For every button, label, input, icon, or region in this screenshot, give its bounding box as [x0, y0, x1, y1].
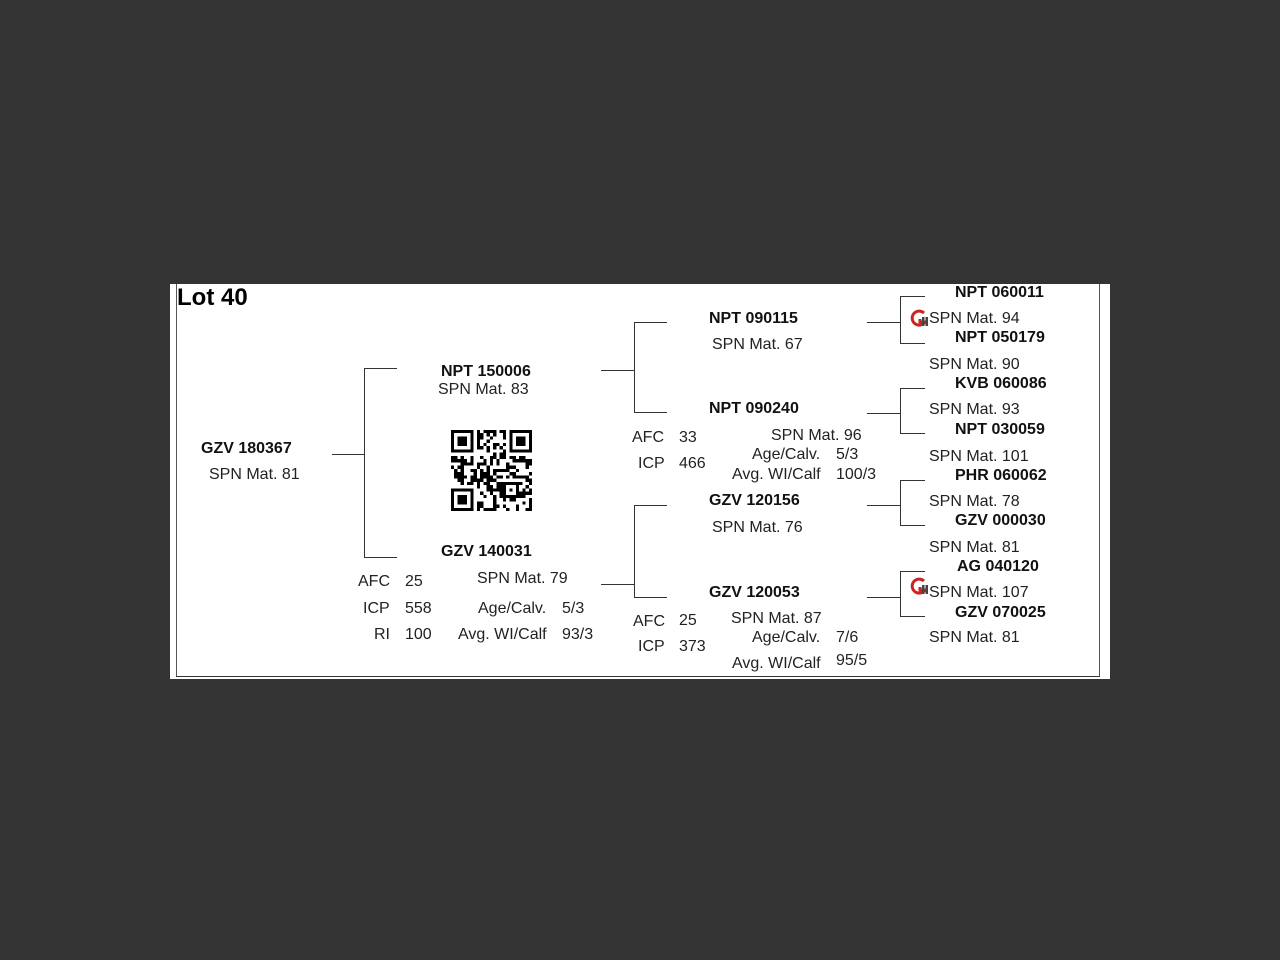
- gen3-spn: SPN Mat. 101: [929, 448, 1029, 465]
- gen3-spn: SPN Mat. 107: [929, 584, 1029, 601]
- gen3-spn: SPN Mat. 94: [929, 310, 1020, 327]
- dam-id: GZV 140031: [441, 543, 532, 560]
- gen3-spn: SPN Mat. 90: [929, 356, 1020, 373]
- gen3-spn: SPN Mat. 81: [929, 629, 1020, 646]
- gen3-spn: SPN Mat. 78: [929, 493, 1020, 510]
- gen2-dd-agecalv-label: Age/Calv.: [752, 629, 821, 646]
- sire-spn: SPN Mat. 83: [438, 381, 529, 398]
- connector: [900, 616, 925, 617]
- dam-agecalv: 5/3: [562, 600, 585, 617]
- dam-avgwi: 93/3: [562, 626, 594, 643]
- connector: [900, 296, 925, 297]
- connector: [867, 597, 900, 598]
- gen2-dd-afc-label: AFC: [633, 613, 665, 630]
- connector: [601, 370, 634, 371]
- dam-afc-label: AFC: [358, 573, 390, 590]
- animal-spn: SPN Mat. 81: [209, 466, 300, 483]
- connector: [900, 388, 901, 434]
- gen2-dd-avgwi: 95/5: [836, 652, 868, 669]
- sire-id: NPT 150006: [441, 363, 531, 380]
- gen2-dd-icp-label: ICP: [638, 638, 665, 655]
- gen3-id: GZV 070025: [955, 604, 1046, 621]
- connector: [900, 388, 925, 389]
- connector: [634, 505, 667, 506]
- connector: [634, 505, 635, 598]
- gen2-sd-agecalv: 5/3: [836, 446, 859, 463]
- gen3-spn: SPN Mat. 81: [929, 539, 1020, 556]
- connector: [900, 343, 925, 344]
- qr-code: [451, 430, 532, 511]
- gen2-sd-icp-label: ICP: [638, 455, 665, 472]
- dam-avgwi-label: Avg. WI/Calf: [458, 626, 547, 643]
- connector: [601, 584, 634, 585]
- gen2-dd-icp: 373: [679, 638, 706, 655]
- connector: [364, 368, 365, 558]
- dam-afc: 25: [405, 573, 423, 590]
- connector: [364, 368, 397, 369]
- animal-id: GZV 180367: [201, 440, 292, 457]
- connector: [900, 525, 925, 526]
- gen3-id: KVB 060086: [955, 375, 1047, 392]
- gi-brand-logo-icon: [909, 577, 929, 597]
- gen2-sd-icp: 466: [679, 455, 706, 472]
- connector: [867, 413, 900, 414]
- gen2-dd-spn: SPN Mat. 87: [731, 610, 822, 627]
- gen3-id: GZV 000030: [955, 512, 1046, 529]
- pedigree-card: [170, 284, 1110, 679]
- gen2-sd-id: NPT 090240: [709, 400, 799, 417]
- connector: [900, 571, 901, 617]
- gen2-sd-afc-label: AFC: [632, 429, 664, 446]
- gen3-id: AG 040120: [957, 558, 1039, 575]
- gen2-ss-id: NPT 090115: [709, 310, 798, 327]
- connector: [900, 480, 901, 526]
- gen2-ss-spn: SPN Mat. 67: [712, 336, 803, 353]
- gen2-dd-id: GZV 120053: [709, 584, 800, 601]
- dam-icp-label: ICP: [363, 600, 390, 617]
- gen2-sd-avgwi: 100/3: [836, 466, 877, 483]
- gen2-ds-spn: SPN Mat. 76: [712, 519, 803, 536]
- dam-ri-label: RI: [374, 626, 390, 643]
- dam-ri: 100: [405, 626, 432, 643]
- gen2-ds-id: GZV 120156: [709, 492, 800, 509]
- dam-icp: 558: [405, 600, 432, 617]
- connector: [332, 454, 364, 455]
- connector: [634, 322, 667, 323]
- gen2-sd-spn: SPN Mat. 96: [771, 427, 862, 444]
- connector: [900, 480, 925, 481]
- connector: [364, 557, 397, 558]
- gen2-sd-agecalv-label: Age/Calv.: [752, 446, 821, 463]
- gen3-id: PHR 060062: [955, 467, 1047, 484]
- gen3-id: NPT 060011: [955, 284, 1044, 301]
- connector: [634, 322, 635, 413]
- connector: [867, 322, 900, 323]
- lot-title: Lot 40: [177, 284, 248, 311]
- gen2-dd-avgwi-label: Avg. WI/Calf: [732, 655, 821, 672]
- gen2-dd-agecalv: 7/6: [836, 629, 859, 646]
- gen2-dd-afc: 25: [679, 612, 697, 629]
- connector: [900, 296, 901, 344]
- gen3-id: NPT 030059: [955, 421, 1045, 438]
- connector: [900, 571, 925, 572]
- dam-spn: SPN Mat. 79: [477, 570, 568, 587]
- gi-brand-logo-icon: [909, 309, 929, 329]
- gen3-spn: SPN Mat. 93: [929, 401, 1020, 418]
- gen2-sd-avgwi-label: Avg. WI/Calf: [732, 466, 821, 483]
- dam-agecalv-label: Age/Calv.: [478, 600, 547, 617]
- connector: [634, 412, 667, 413]
- connector: [867, 505, 900, 506]
- gen2-sd-afc: 33: [679, 429, 697, 446]
- connector: [634, 597, 667, 598]
- gen3-id: NPT 050179: [955, 329, 1045, 346]
- connector: [900, 433, 925, 434]
